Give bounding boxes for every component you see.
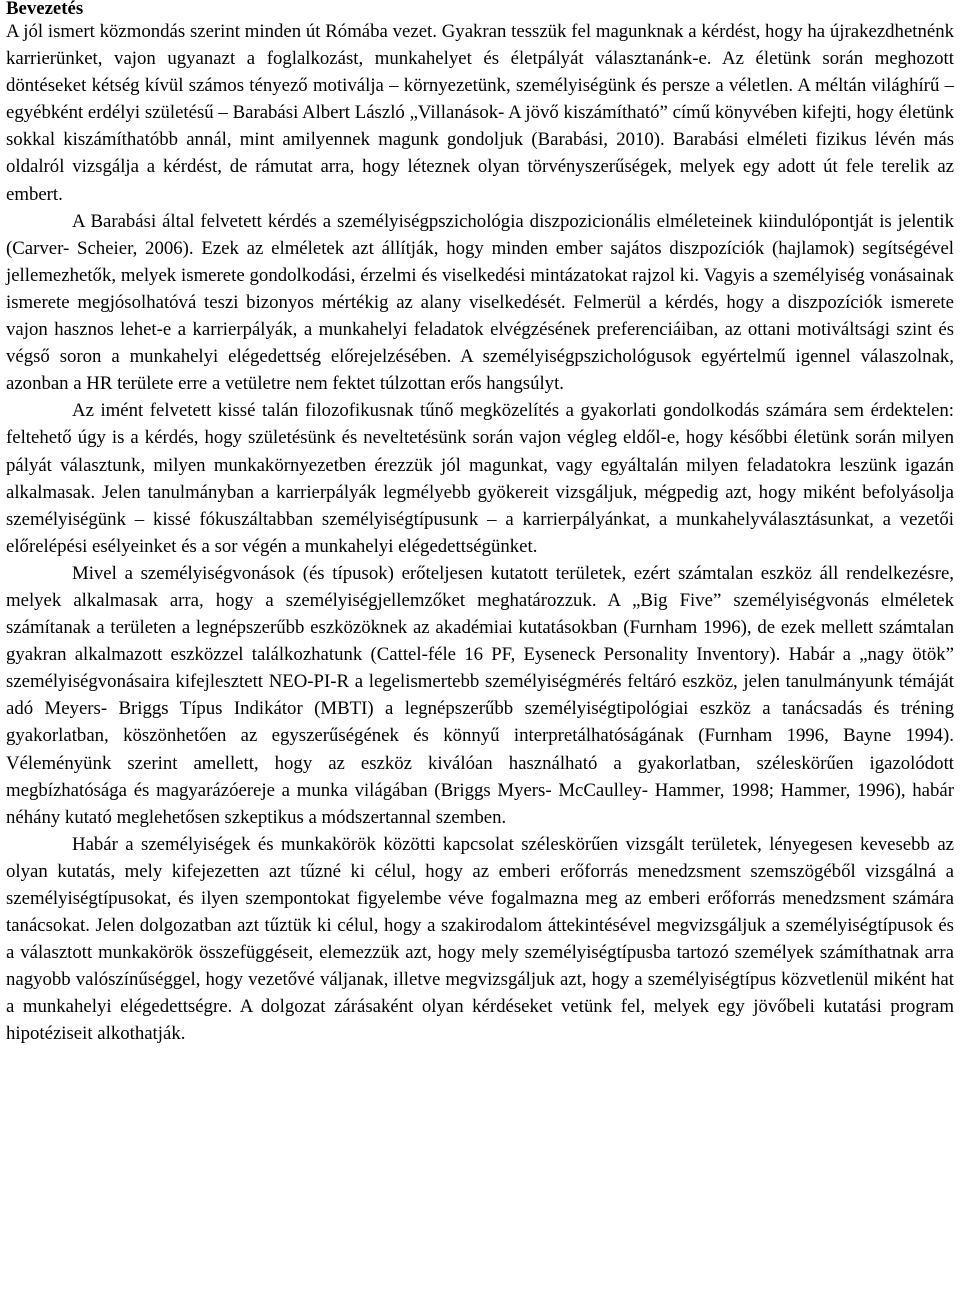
paragraph-practical-approach: Az imént felvetett kissé talán filozofikusnak tűnő megközelítés a gyakorlati gondolkodás számára sem érdektelen: feltehető úgy is a kérdés, hogy születésünk és neveltetésünk során vajon végleg eldől-e, hogy későbbi életünk során milyen pályát választunk, milyen munkakörnyezetben érezzük jól magunkat, vagy egyáltalán milyen feladatokra leszünk igazán alkalmasak. Jelen tanulmányban a karrierpályák legmélyebb gyökereit vizsgáljuk, mégpedig azt, hogy miként befolyásolja személyiségünk – kissé fókuszáltabban személyiségtípusunk – a karrierpályánkat, a munkahelyválasztásunkat, a vezetői előrelépési esélyeinket és a sor végén a munkahelyi elégedettségünket. [6,400,954,557]
paragraph-study-aims: Habár a személyiségek és munkakörök közötti kapcsolat széleskörűen vizsgált területek, lényegesen kevesebb az olyan kutatás, mely kifejezetten azt tűzné ki célul, hogy az emberi erőforrás menedzsment szemszögéből vizsgálná a személyiségtípusokat, és ilyen szempontokat figyelembe véve fogalmazna meg az emberi erőforrás menedzsment számára tanácsokat. Jelen dolgozatban azt tűztük ki célul, hogy a szakirodalom áttekintésével megvizsgáljuk a személyiségtípusok és a választott munkakörök összefüggéseit, elemezzük azt, hogy mely személyiségtípusba tartozó személyek számíthatnak arra nagyobb valószínűséggel, hogy vezetővé váljanak, illetve megvizsgáljuk azt, hogy a személyiségtípus közvetlenül miként hat a munkahelyi elégedettségre. A dolgozat zárásaként olyan kérdéseket vetünk fel, melyek egy jövőbeli kutatási program hipotéziseit alkothatják. [6,833,954,1045]
paragraph-intro: A jól ismert közmondás szerint minden út Rómába vezet. Gyakran tesszük fel magunknak a kérdést, hogy ha újrakezdhetnénk karrierünket, vajon ugyanazt a foglalkozást, munkahelyet és életpályát választanánk-e. Az életünk során meghozott döntéseket kétség kívül számos tényező motiválja – környezetünk, személyiségünk és persze a véletlen. A méltán világhírű – egyébként erdélyi születésű – Barabási Albert László „Villanások- A jövő kiszámítható” című könyvében kifejti, hogy életünk sokkal kiszámíthatóbb annál, mint amilyennek magunk gondoljuk (Barabási, 2010). Barabási elméleti fizikus lévén más oldalról vizsgálja a kérdést, de rámutat arra, hogy léteznek olyan törvényszerűségek, melyek egy adott út fele terelik az embert. [6,21,954,205]
paragraph-measurement-tools: Mivel a személyiségvonások (és típusok) erőteljesen kutatott területek, ezért számtalan eszköz áll rendelkezésre, melyek alkalmasak arra, hogy a személyiségjellemzőket meghatározzuk. A „Big Five” személyiségvonás elméletek számítanak a területen a legnépszerűbb eszközöknek az akadémiai kutatásokban (Furnham 1996), de ezek mellett számtalan gyakran alkalmazott eszközzel találkozhatunk (Cattel-féle 16 PF, Eyseneck Personality Inventory). Habár a „nagy ötök” személyiségvonásaira kifejlesztett NEO-PI-R a legelismertebb személyiségmérés feltáró eszköz, jelen tanulmányunk témáját adó Meyers- Briggs Típus Indikátor (MBTI) a legnépszerűbb személyiségtipológiai eszköz a tanácsadás és tréning gyakorlatban, köszönhetően az egyszerűségének és könnyű interpretálhatóságának (Furnham 1996, Bayne 1994). Véleményünk szerint amellett, hogy az eszköz kiválóan használható a gyakorlatban, széleskörűen igazolódott megbízhatósága és magyarázóereje a munka világában (Briggs Myers- McCaulley- Hammer, 1998; Hammer, 1996), habár néhány kutató meglehetősen szkeptikus a módszertannal szemben. [6,562,954,828]
paragraph-personality-theories: A Barabási által felvetett kérdés a személyiségpszichológia diszpozicionális elméleteinek kiindulópontját is jelentik (Carver- Scheier, 2006). Ezek az elméletek azt állítják, hogy minden ember sajátos diszpozíciók (hajlamok) segítségével jellemezhetők, melyek ismerete gondolkodási, érzelmi és viselkedési mintázatokat rajzol ki. Vagyis a személyiség vonásainak ismerete megjósolhatóvá teszi bizonyos mértékig az alany viselkedését. Felmerül a kérdés, hogy a diszpozíciók ismerete vajon hasznos lehet-e a karrierpályák, a munkahelyi feladatok elvégzésének preferenciáiban, az ottani motiváltsági szint és végső soron a munkahelyi elégedettség előrejelzésében. A személyiségpszichológusok egyértelmű igennel válaszolnak, azonban a HR területe erre a vetületre nem fektet túlzottan erős hangsúlyt. [6,210,954,395]
section-heading: Bevezetés [6,0,84,19]
